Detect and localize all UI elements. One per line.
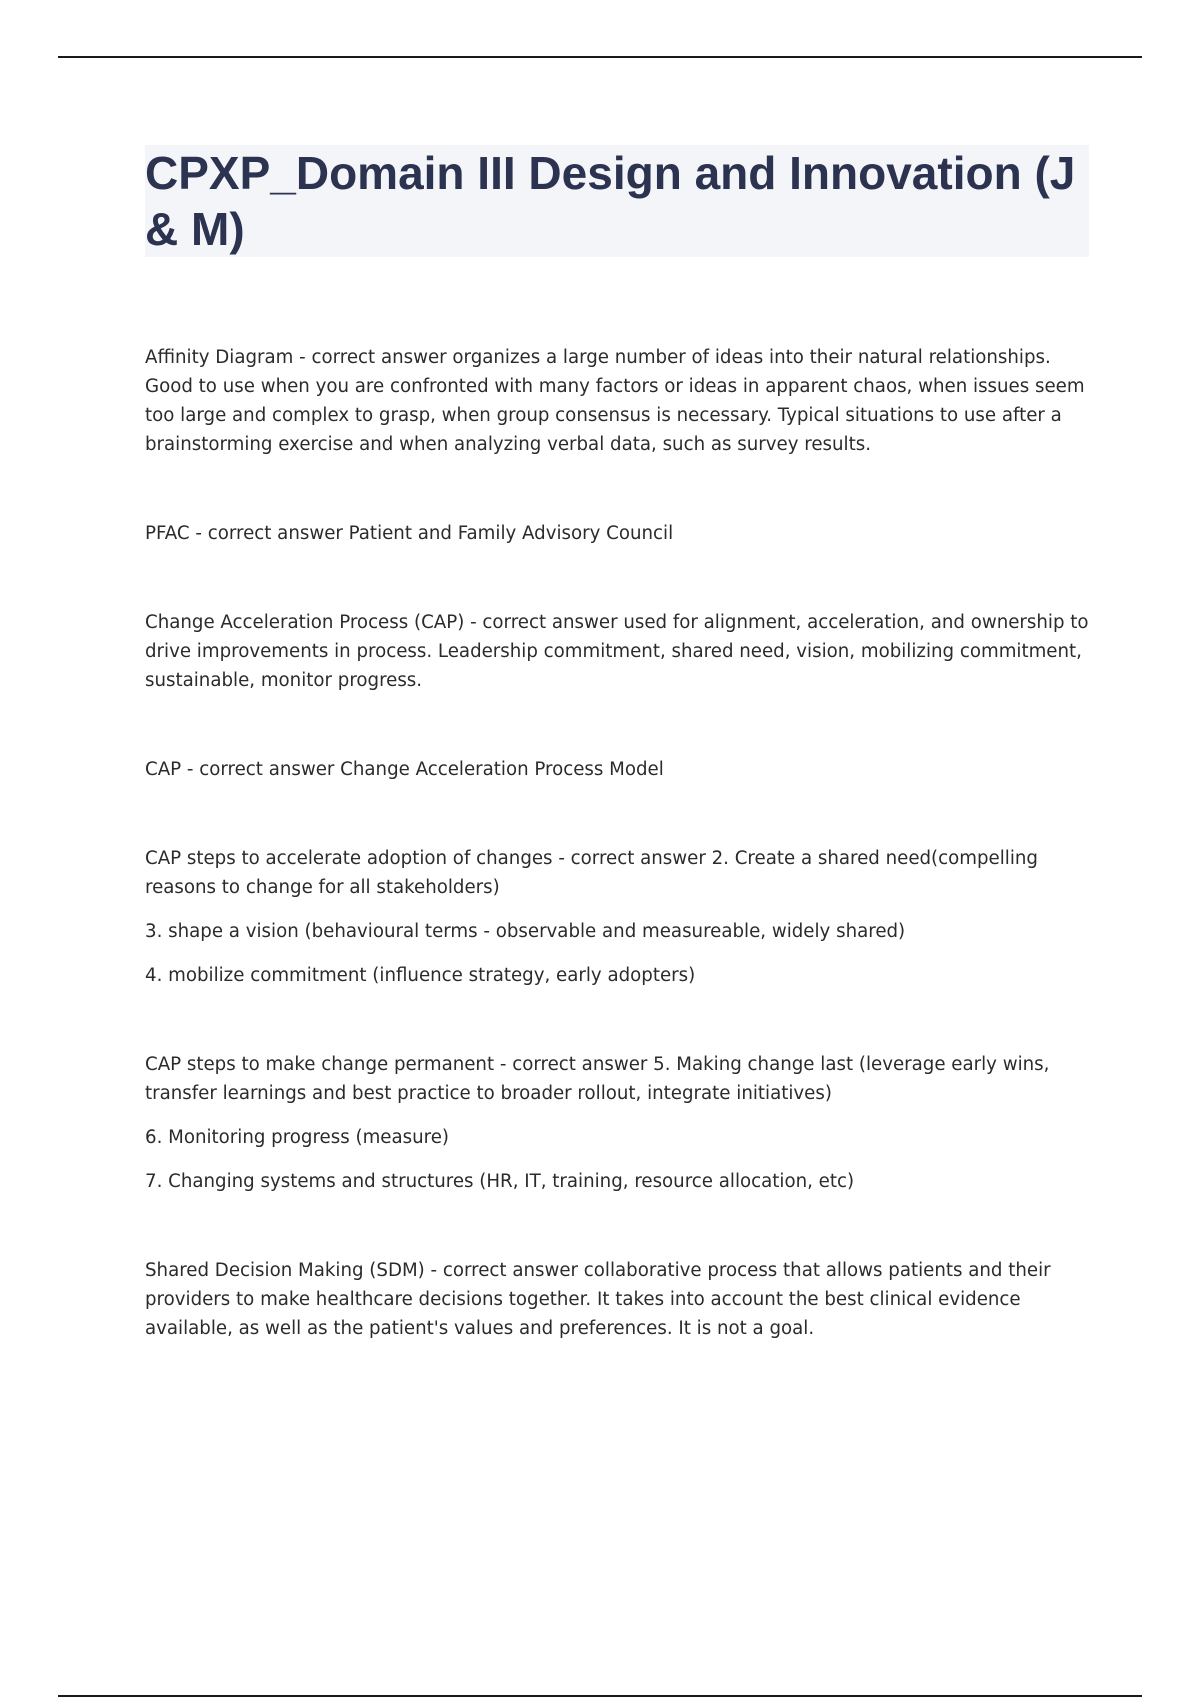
- entry-cap-steps-permanent: [145, 1050, 1089, 1196]
- entry-pfac: [145, 519, 1089, 548]
- entry-paragraph: CAP steps to make change permanent - correct answer 5. Making change last (leverage early wins, transfer learnings and best practice to broader rollout, integrate initiatives): [145, 1054, 1050, 1104]
- entry-change-acceleration-process: [145, 608, 1089, 695]
- entry-paragraph: Shared Decision Making (SDM) - correct answer collaborative process that allows patients and their providers to make healthcare decisions together. It takes into account the best clinical evidence available, as well as the patient's values and preferences. It is not a goal.: [145, 1260, 1051, 1339]
- entry-affinity-diagram: [145, 343, 1089, 459]
- entry-paragraph: 6. Monitoring progress (measure): [145, 1127, 449, 1148]
- entry-cap: [145, 755, 1089, 784]
- top-rule: [58, 56, 1142, 58]
- entry-paragraph: 3. shape a vision (behavioural terms - observable and measureable, widely shared): [145, 921, 906, 942]
- bottom-rule: [58, 1695, 1142, 1697]
- entry-shared-decision-making: [145, 1256, 1089, 1343]
- entry-cap-steps-accelerate: [145, 844, 1089, 990]
- title-block: [145, 145, 1089, 257]
- entry-paragraph: CAP - correct answer Change Acceleration Process Model: [145, 759, 664, 780]
- entry-paragraph: CAP steps to accelerate adoption of changes - correct answer 2. Create a shared need(compelling reasons to change for all stakeholders): [145, 848, 1038, 898]
- entry-paragraph: Change Acceleration Process (CAP) - correct answer used for alignment, acceleration, and ownership to drive improvements in process. Leadership commitment, shared need, vision, mobilizing commitment, sustainable, monitor progress.: [145, 612, 1089, 691]
- entry-paragraph: 4. mobilize commitment (influence strategy, early adopters): [145, 965, 696, 986]
- entry-paragraph: 7. Changing systems and structures (HR, IT, training, resource allocation, etc): [145, 1171, 855, 1192]
- document-body: [145, 343, 1089, 1403]
- page-title: CPXP_Domain III Design and Innovation (J & M): [145, 147, 1076, 255]
- entry-paragraph: Affinity Diagram - correct answer organizes a large number of ideas into their natural relationships. Good to use when you are confronted with many factors or ideas in apparent chaos, when issues seem too large and complex to grasp, when group consensus is necessary. Typical situations to use after a brainstorming exercise and when analyzing verbal data, such as survey results.: [145, 347, 1085, 455]
- entry-paragraph: PFAC - correct answer Patient and Family Advisory Council: [145, 523, 674, 544]
